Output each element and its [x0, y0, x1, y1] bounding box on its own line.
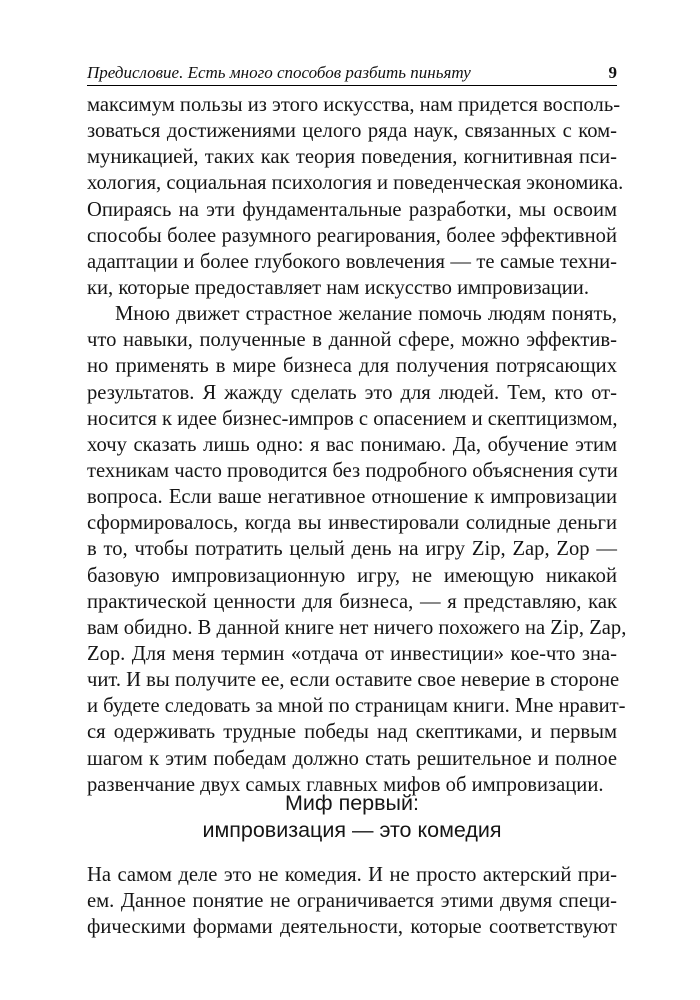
- text-line: результатов. Я жажду сделать это для людей. Тем, кто от-: [87, 381, 617, 404]
- text-line: практической ценности для бизнеса, — я представляю, как: [87, 590, 617, 613]
- text-line: муникацией, таких как теория поведения, когнитивная пси-: [87, 146, 617, 169]
- paragraph-myth-one: [87, 862, 617, 940]
- text-line: сформировалось, когда вы инвестировали солидные деньги: [87, 512, 617, 535]
- text-line: ем. Данное понятие не ограничивается этими двумя специ-: [87, 890, 617, 913]
- main-text-upper: [87, 92, 627, 798]
- text-line: базовую импровизационную игру, не имеющую никакой: [87, 564, 617, 587]
- section-heading-line2: импровизация — это комедия: [202, 818, 502, 842]
- text-line: максимум пользы из этого искусства, нам придется восполь-: [87, 94, 621, 116]
- text-line: развенчание двух самых главных мифов об импровизации.: [87, 773, 604, 796]
- text-line: чит. И вы получите ее, если оставите свое неверие в стороне: [87, 669, 620, 692]
- page-number: 9: [608, 63, 617, 82]
- text-line: фическими формами деятельности, которые соответствуют: [87, 916, 617, 939]
- text-line: вопроса. Если ваше негативное отношение к импровизации: [87, 486, 617, 509]
- text-line: техникам часто проводится без подробного объяснения сути: [87, 459, 618, 482]
- text-line: что навыки, полученные в данной сфере, можно эффектив-: [87, 329, 617, 352]
- text-line: ся одерживать трудные победы над скептиками, и первым: [87, 721, 617, 744]
- paragraph-motivation: [87, 301, 627, 798]
- text-line: хология, социальная психология и поведенческая экономика.: [87, 172, 624, 195]
- text-line: способы более разумного реагирования, более эффективной: [87, 224, 617, 247]
- text-line: в то, чтобы потратить целый день на игру Zip, Zap, Zop —: [87, 538, 617, 561]
- text-line: На самом деле это не комедия. И не просто актерский при-: [87, 864, 617, 886]
- running-title: Предисловие. Есть много способов разбить пиньяту: [87, 63, 471, 82]
- text-line: но применять в мире бизнеса для получения потрясающих: [87, 355, 617, 378]
- text-line: зоваться достижениями целого ряда наук, связанных с ком-: [87, 120, 617, 143]
- text-line: и будете следовать за мной по страницам книги. Мне нравит-: [87, 695, 626, 718]
- text-line: хочу сказать лишь одно: я вас понимаю. Да, обучение этим: [87, 433, 617, 456]
- running-header: [87, 63, 617, 86]
- text-line: носится к идее бизнес-импров с опасением и скептицизмом,: [87, 407, 618, 430]
- paragraph-continued: [87, 92, 624, 301]
- text-line: Zop. Для меня термин «отдача от инвестиции» кое-что зна-: [87, 642, 617, 665]
- text-line: ки, которые предоставляет нам искусство импровизации.: [87, 276, 589, 299]
- text-line: шагом к этим победам должно стать решительное и полное: [87, 747, 617, 770]
- section-heading-line1: Миф первый:: [285, 791, 419, 815]
- main-text-lower: [87, 862, 617, 940]
- text-line: Мною движет страстное желание помочь людям понять,: [115, 303, 617, 326]
- section-heading: [87, 790, 617, 844]
- text-line: адаптации и более глубокого вовлечения — те самые техни-: [87, 250, 617, 273]
- text-line: вам обидно. В данной книге нет ничего похожего на Zip, Zap,: [87, 616, 627, 639]
- text-line: Опираясь на эти фундаментальные разработки, мы освоим: [87, 198, 617, 221]
